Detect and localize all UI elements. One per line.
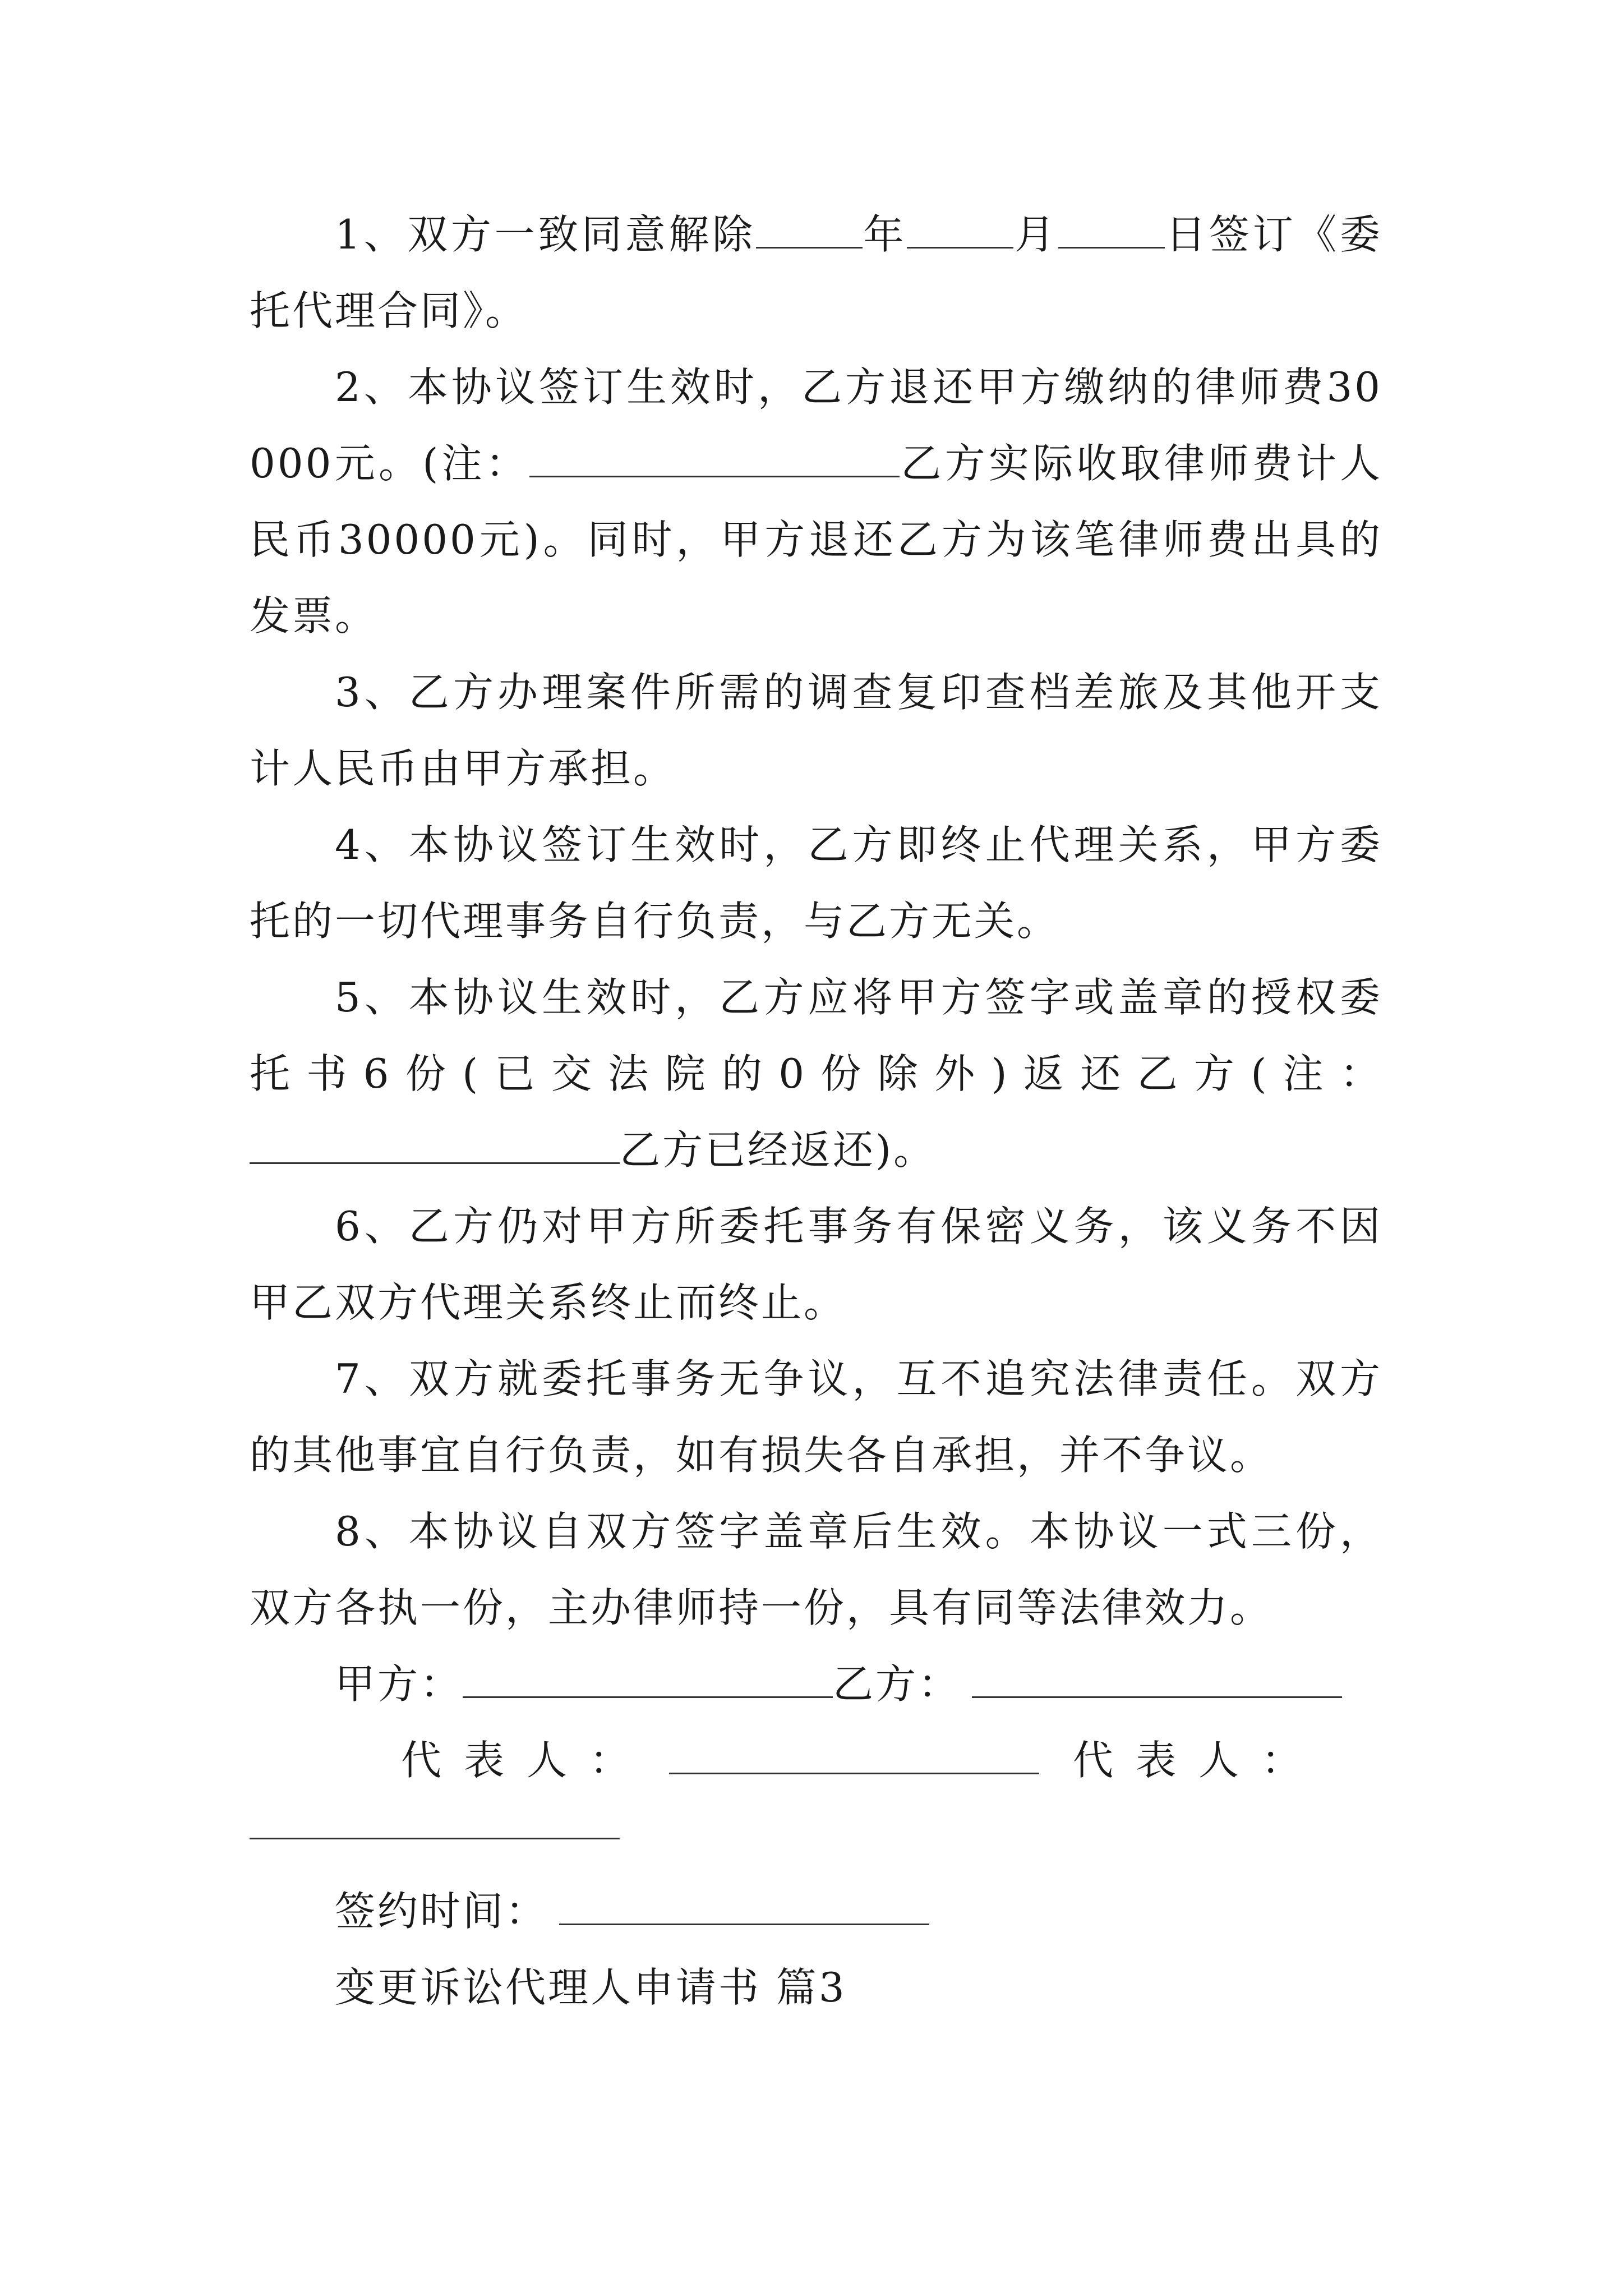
blank-month[interactable]: [907, 206, 1013, 249]
clause-8: 8、本协议自双方签字盖章后生效。本协议一式三份，双方各执一份，主办律师持一份，具有同等法律效力。: [250, 1508, 1382, 1631]
clause-2: [250, 349, 1382, 654]
clause-1-year: 年: [862, 211, 907, 258]
clause-2-text-b: 乙方实际收取律师费计人民币30000元)。同时，甲方退还乙方为该笔律师费出具的发票。: [250, 440, 1382, 639]
party-a-label: 甲方：: [335, 1660, 463, 1708]
rep-a-blank[interactable]: [669, 1732, 1039, 1774]
sign-time-blank[interactable]: [559, 1883, 929, 1925]
clause-5: [250, 959, 1382, 1188]
sign-time-label: 签约时间：: [335, 1888, 548, 1935]
clause-3: 3、乙方办理案件所需的调查复印查档差旅及其他开支计人民币由甲方承担。: [250, 669, 1382, 792]
representative-line: [250, 1722, 1382, 1798]
blank-note-fee[interactable]: [529, 435, 900, 477]
sign-time-line: [250, 1873, 1382, 1949]
clause-1-month: 月: [1013, 211, 1058, 258]
clause-5-text-b: 乙方已经返还)。: [620, 1126, 937, 1174]
clause-1: [250, 196, 1382, 349]
clause-6: 6、乙方仍对甲方所委托事务有保密义务，该义务不因甲乙双方代理关系终止而终止。: [250, 1203, 1382, 1326]
clause-2-text-a: 2、本协议签订生效时，乙方退还甲方缴纳的律师费30000元。(注：: [250, 364, 1382, 487]
blank-day[interactable]: [1058, 206, 1165, 249]
clause-1-text-b: 日签订《委托代理合同》。: [250, 211, 1382, 334]
party-a-blank[interactable]: [463, 1656, 833, 1698]
party-b-blank[interactable]: [972, 1656, 1342, 1698]
blank-note-return[interactable]: [250, 1122, 620, 1164]
party-line: [250, 1646, 1382, 1722]
clause-7: 7、双方就委托事务无争议，互不追究法律责任。双方的其他事宜自行负责，如有损失各自承担，并不争议。: [250, 1355, 1382, 1479]
rep-a-label: 代表人：: [401, 1737, 653, 1784]
next-section-title: 变更诉讼代理人申请书 篇3: [335, 1964, 847, 2011]
blank-year[interactable]: [756, 206, 863, 249]
rep-b-label: 代表人：: [1073, 1737, 1325, 1784]
agreement-body: [250, 196, 1382, 2026]
clause-1-text-a: 1、双方一致同意解除: [335, 211, 756, 258]
clause-4: 4、本协议签订生效时，乙方即终止代理关系，甲方委托的一切代理事务自行负责，与乙方无关。: [250, 821, 1382, 945]
party-b-label: 乙方：: [833, 1660, 961, 1708]
clause-5-text-a: 5、本协议生效时，乙方应将甲方签字或盖章的授权委托书6份(已交法院的0份除外)返还乙方(注：: [250, 974, 1382, 1097]
rep-b-blank[interactable]: [250, 1815, 620, 1839]
